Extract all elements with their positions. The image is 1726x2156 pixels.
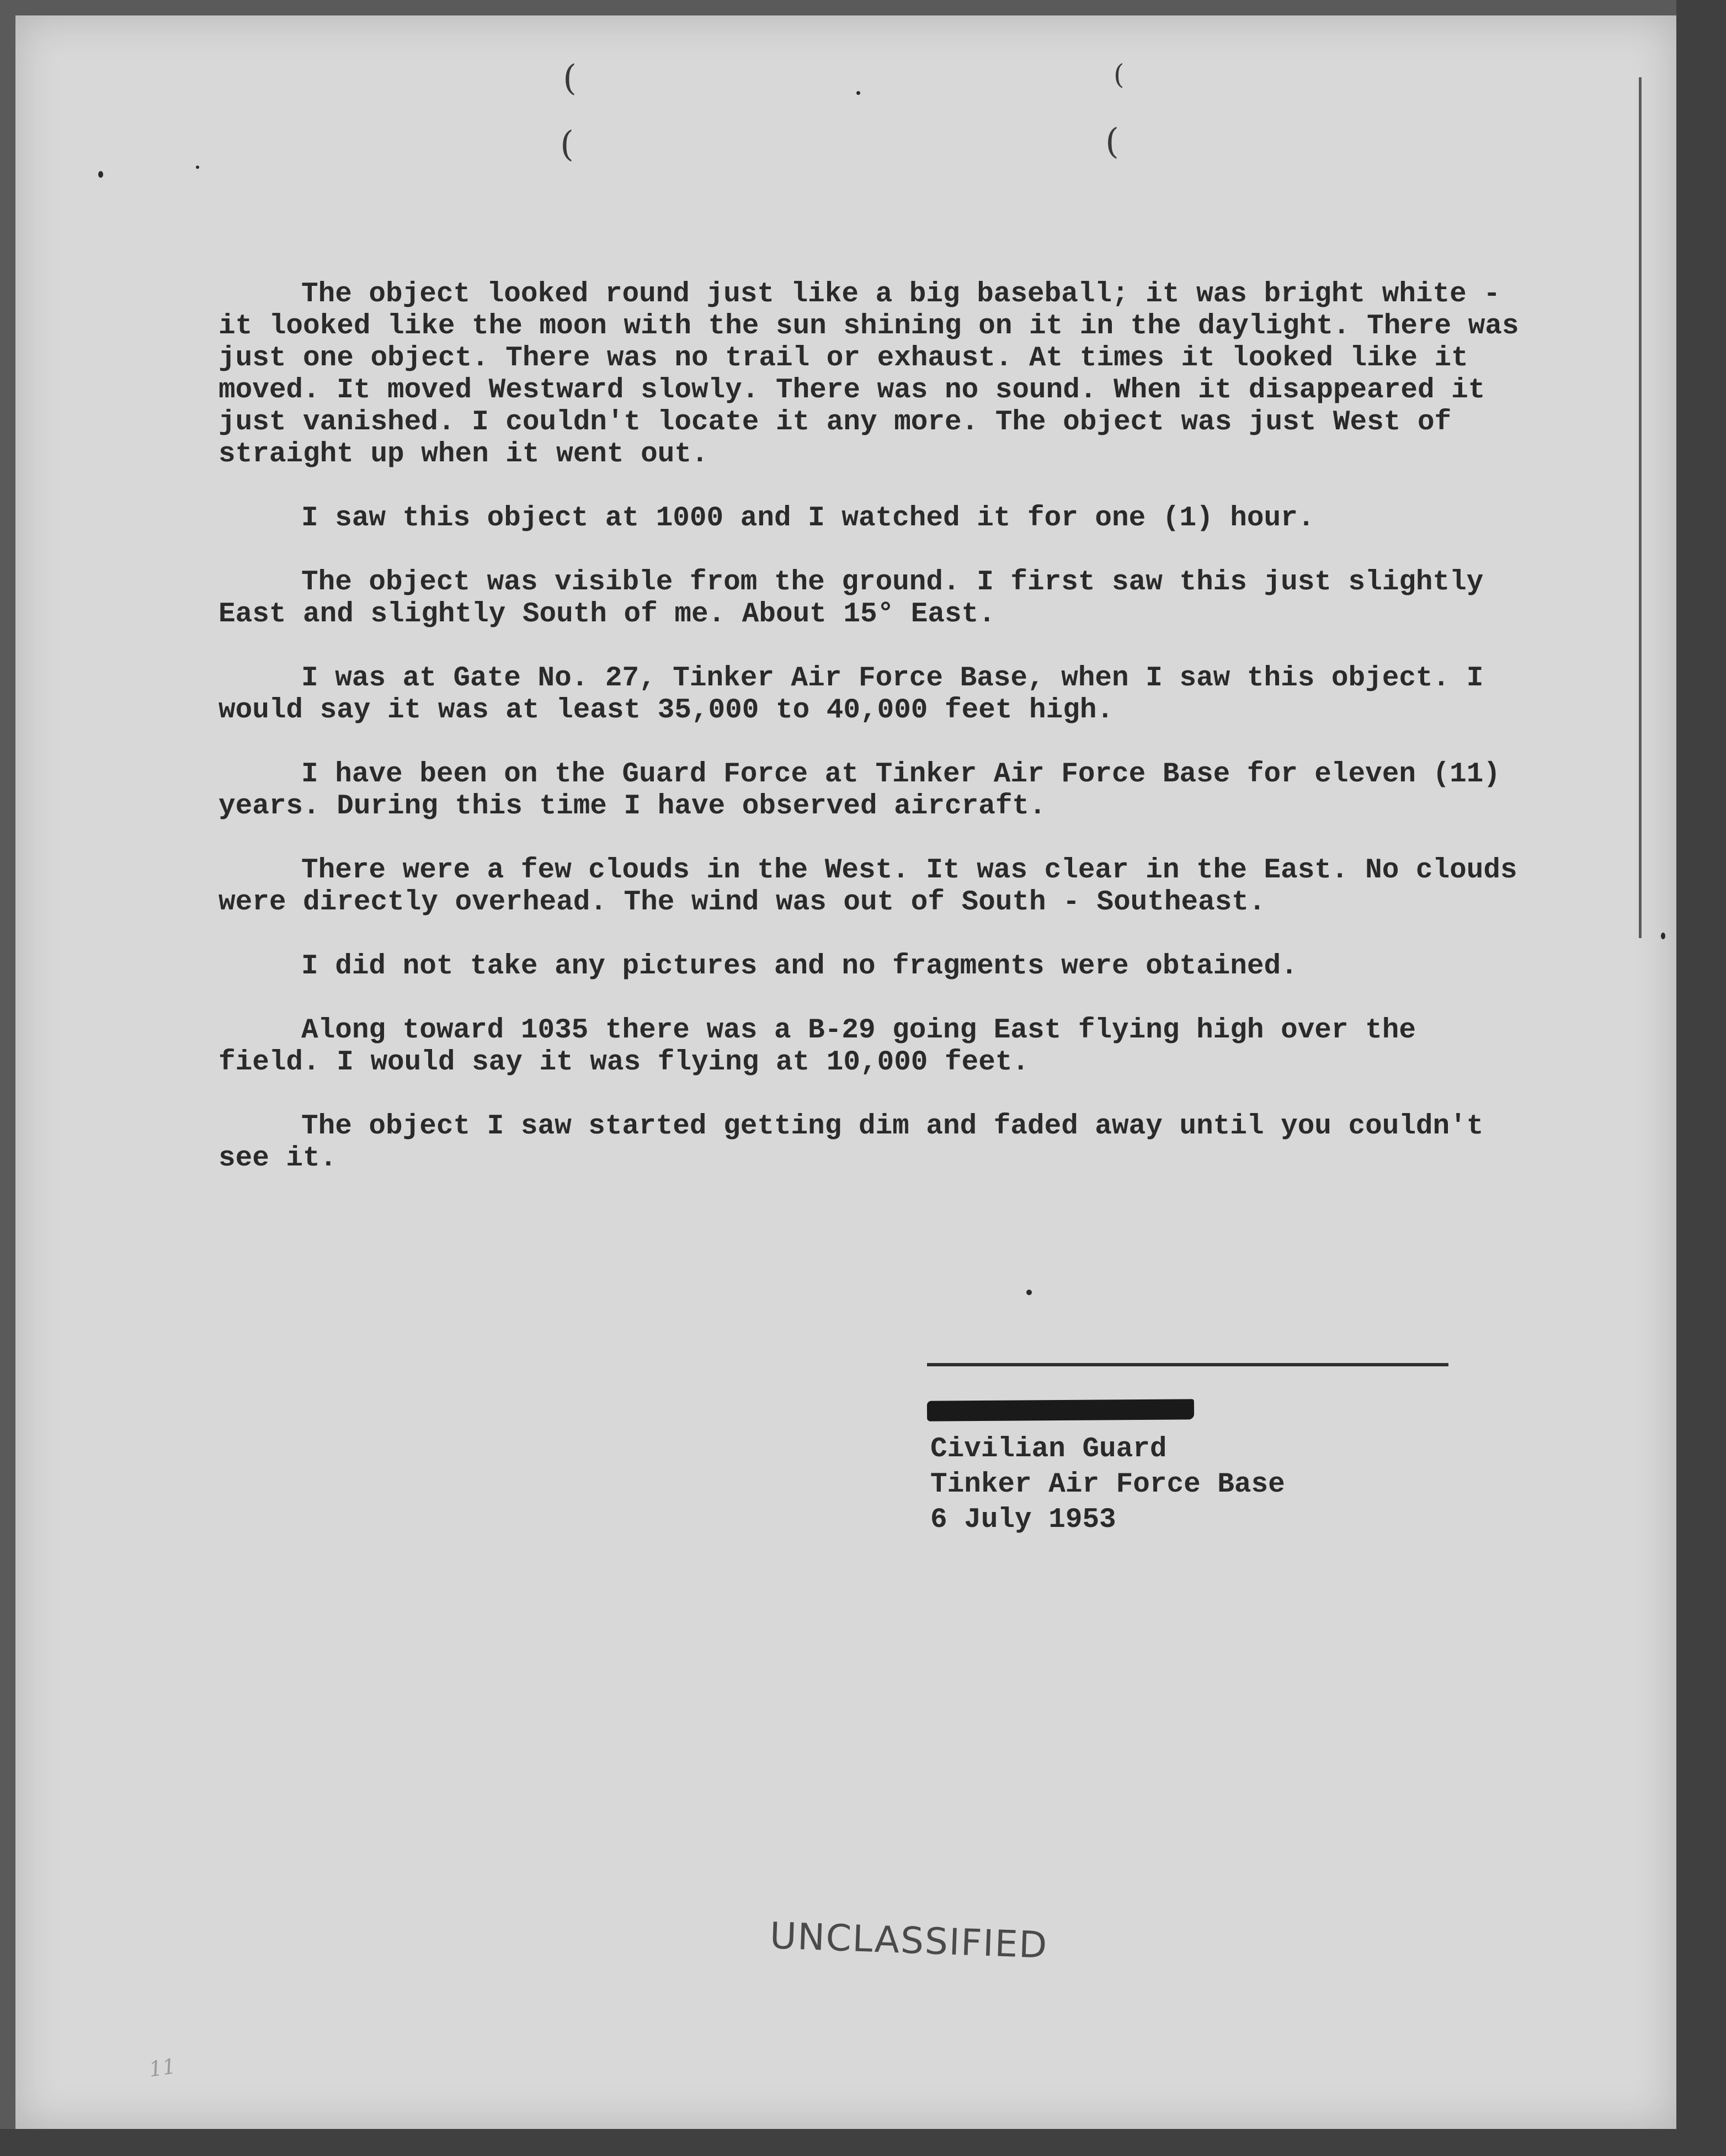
scan-border-bottom <box>0 2129 1726 2156</box>
paragraph: I saw this object at 1000 and I watched it for one (1) hour. <box>301 503 1315 534</box>
speck <box>1026 1290 1032 1295</box>
paragraph: I was at Gate No. 27, Tinker Air Force Base, when I saw this object. I would say it was at least 35,000 to 40,000 feet high. <box>219 663 1484 726</box>
punch-mark: ( <box>1105 121 1119 162</box>
signature-line <box>927 1363 1448 1366</box>
speck <box>98 171 103 178</box>
paragraph: Along toward 1035 there was a B-29 going East flying high over the field. I would say it was flying at 10,000 feet. <box>219 1015 1416 1078</box>
signature-location: Tinker Air Force Base <box>930 1469 1285 1500</box>
page-edge-line <box>1639 77 1642 938</box>
paragraph: The object was visible from the ground. I first saw this just slightly East and slightly South of me. About 15° East. <box>219 567 1484 630</box>
paragraph: The object looked round just like a big baseball; it was bright white - it looked like the moon with the sun shining on it in the daylight. There was just one object. There was no trail or exhaust. At times it looked like it moved. It moved Westward slowly. There was no sound. When it disappeared it just vanished. I couldn't locate it any more. The object was just West of straight up when it went out. <box>219 279 1519 470</box>
paragraph: I did not take any pictures and no fragments were obtained. <box>301 951 1298 982</box>
paragraph: The object I saw started getting dim and faded away until you couldn't see it. <box>219 1111 1484 1174</box>
scan-border-right <box>1676 0 1726 2156</box>
signature-title: Civilian Guard <box>930 1434 1167 1465</box>
speck <box>856 91 860 95</box>
redacted-name <box>927 1399 1194 1421</box>
punch-mark: ( <box>560 124 574 165</box>
handwritten-note: 11 <box>147 2053 178 2082</box>
classification-stamp: UNCLASSIFIED <box>769 1914 1049 1967</box>
speck <box>1661 933 1665 939</box>
speck <box>196 166 199 169</box>
punch-mark: ( <box>1114 58 1125 91</box>
paragraph: I have been on the Guard Force at Tinker Air Force Base for eleven (11) years. During this time I have observed aircraft. <box>219 759 1500 822</box>
paragraph: There were a few clouds in the West. It was clear in the East. No clouds were directly overhead. The wind was out of South - Southeast. <box>219 855 1517 918</box>
punch-mark: ( <box>563 58 577 99</box>
signature-block <box>930 1432 1285 1538</box>
statement-body <box>219 279 1532 1207</box>
signature-date: 6 July 1953 <box>930 1504 1116 1536</box>
